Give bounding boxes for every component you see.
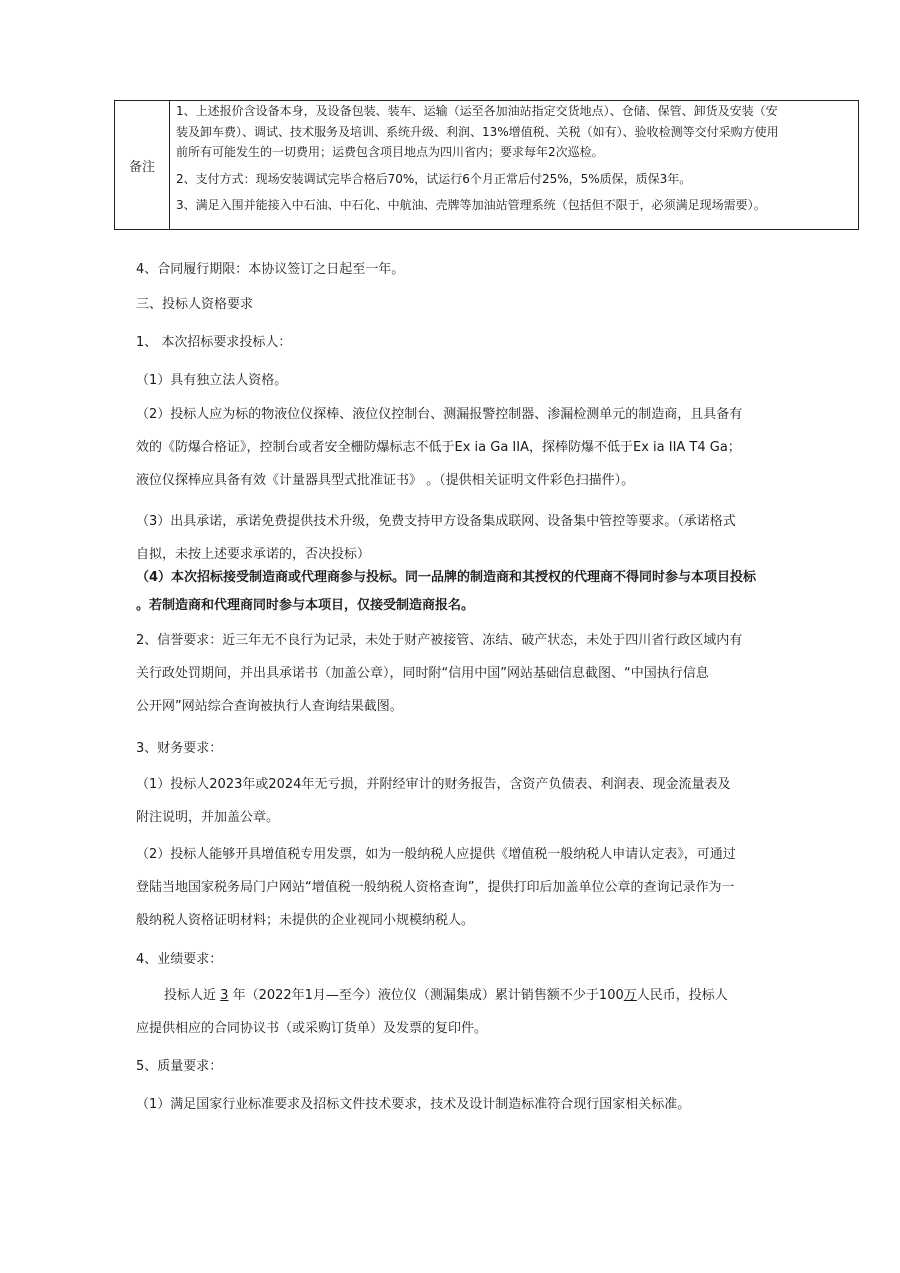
req-1-item-4-line-2: 。若制造商和代理商同时参与本项目，仅接受制造商报名。 <box>136 598 475 613</box>
req-3-title: 3、财务要求： <box>136 741 223 756</box>
req-1-item-2-line-2: 效的《防爆合格证》，控制台或者安全栅防爆标志不低于Ex ia Ga IIA，探棒防爆不低于Ex ia IIA T4 Ga； <box>136 440 741 455</box>
remarks-item-1-line-1: 1、上述报价含设备本身，及设备包装、装车、运输（运至各加油站指定交货地点）、仓储、保管、卸货及安装（安 <box>176 104 778 118</box>
remarks-label: 备注 <box>115 101 170 230</box>
contract-period: 4、合同履行期限：本协议签订之日起至一年。 <box>136 262 405 277</box>
remarks-item-1-line-2: 装及卸车费）、调试、技术服务及培训、系统升级、利润、13%增值税、关税（如有）、验收检测等交付采购方使用 <box>176 124 779 139</box>
req-4-line-2: 应提供相应的合同协议书（或采购订货单）及发票的复印件。 <box>136 1021 488 1036</box>
req-3-item-2-line-2: 登陆当地国家税务局门户网站“增值税一般纳税人资格查询”，提供打印后加盖单位公章的查询记录作为一 <box>136 880 735 895</box>
req-5-title: 5、质量要求： <box>136 1059 223 1074</box>
req-2-line-2: 关行政处罚期间，并出具承诺书（加盖公章），同时附“信用中国”网站基础信息截图、“中国执行信息 <box>136 666 709 681</box>
req-2-line-3: 公开网”网站综合查询被执行人查询结果截图。 <box>136 699 403 714</box>
req-4-text-c: 人民币，投标人 <box>636 988 728 1003</box>
req-4-line-1 <box>164 979 728 1012</box>
req-3-item-1-line-1: （1）投标人2023年或2024年无亏损，并附经审计的财务报告，含资产负债表、利润表、现金流量表及 <box>136 777 731 792</box>
remarks-table <box>114 100 859 230</box>
req-1-item-2-line-1: （2）投标人应为标的物液位仪探棒、液位仪控制台、测漏报警控制器、渗漏检测单元的制造商，且具备有 <box>136 407 743 422</box>
req-2 <box>136 624 742 723</box>
remarks-item-3: 3、满足入围并能接入中石油、中石化、中航油、壳牌等加油站管理系统（包括但不限于，必须满足现场需要）。 <box>176 198 766 212</box>
req-1-item-3-line-1: （3）出具承诺，承诺免费提供技术升级，免费支持甲方设备集成联网、设备集中管控等要求。（承诺格式 <box>136 514 736 529</box>
req-4-text-b: 年（2022年1月—至今）液位仪（测漏集成）累计销售额不少于100 <box>232 988 624 1003</box>
section-3-heading: 三、投标人资格要求 <box>136 297 254 312</box>
req-1-item-3 <box>136 505 736 571</box>
req-1-item-4-line-1: （4）本次招标接受制造商或代理商参与投标。同一品牌的制造商和其授权的代理商不得同时参与本项目投标 <box>136 570 757 585</box>
req-1-item-2-line-3: 液位仪探棒应具备有效《计量器具型式批准证书》 。（提供相关证明文件彩色扫描件）。 <box>136 473 635 488</box>
remarks-content <box>170 101 859 230</box>
req-4-years: 3 <box>220 988 229 1003</box>
remarks-item-1-line-3: 前所有可能发生的一切费用；运费包含项目地点为四川省内；要求每年2次巡检。 <box>176 145 604 159</box>
req-1-title: 1、 本次招标要求投标人： <box>136 335 292 350</box>
req-5-item-1: （1）满足国家行业标准要求及招标文件技术要求，技术及设计制造标准符合现行国家相关标准。 <box>136 1097 691 1112</box>
remarks-item-2: 2、支付方式：现场安装调试完毕合格后70%，试运行6个月正常后付25%，5%质保，质保3年。 <box>176 171 692 186</box>
req-4-unit: 万 <box>623 988 637 1003</box>
req-1-item-3-line-2: 自拟，未按上述要求承诺的，否决投标） <box>136 547 371 562</box>
req-3-item-2-line-3: 般纳税人资格证明材料；未提供的企业视同小规模纳税人。 <box>136 913 475 928</box>
req-1-item-2 <box>136 398 742 497</box>
req-1-item-1: （1）具有独立法人资格。 <box>136 373 288 388</box>
req-3-item-2-line-1: （2）投标人能够开具增值税专用发票，如为一般纳税人应提供《增值税一般纳税人申请认定表》，可通过 <box>136 847 736 862</box>
req-3-item-1 <box>136 768 730 834</box>
req-2-line-1: 2、信誉要求：近三年无不良行为记录，未处于财产被接管、冻结、破产状态，未处于四川省行政区域内有 <box>136 633 743 648</box>
req-3-item-1-line-2: 附注说明，并加盖公章。 <box>136 810 280 825</box>
req-4-title: 4、业绩要求： <box>136 952 223 967</box>
req-3-item-2 <box>136 838 736 937</box>
req-1-item-4 <box>136 564 756 620</box>
req-4-text-a: 投标人近 <box>164 988 217 1003</box>
